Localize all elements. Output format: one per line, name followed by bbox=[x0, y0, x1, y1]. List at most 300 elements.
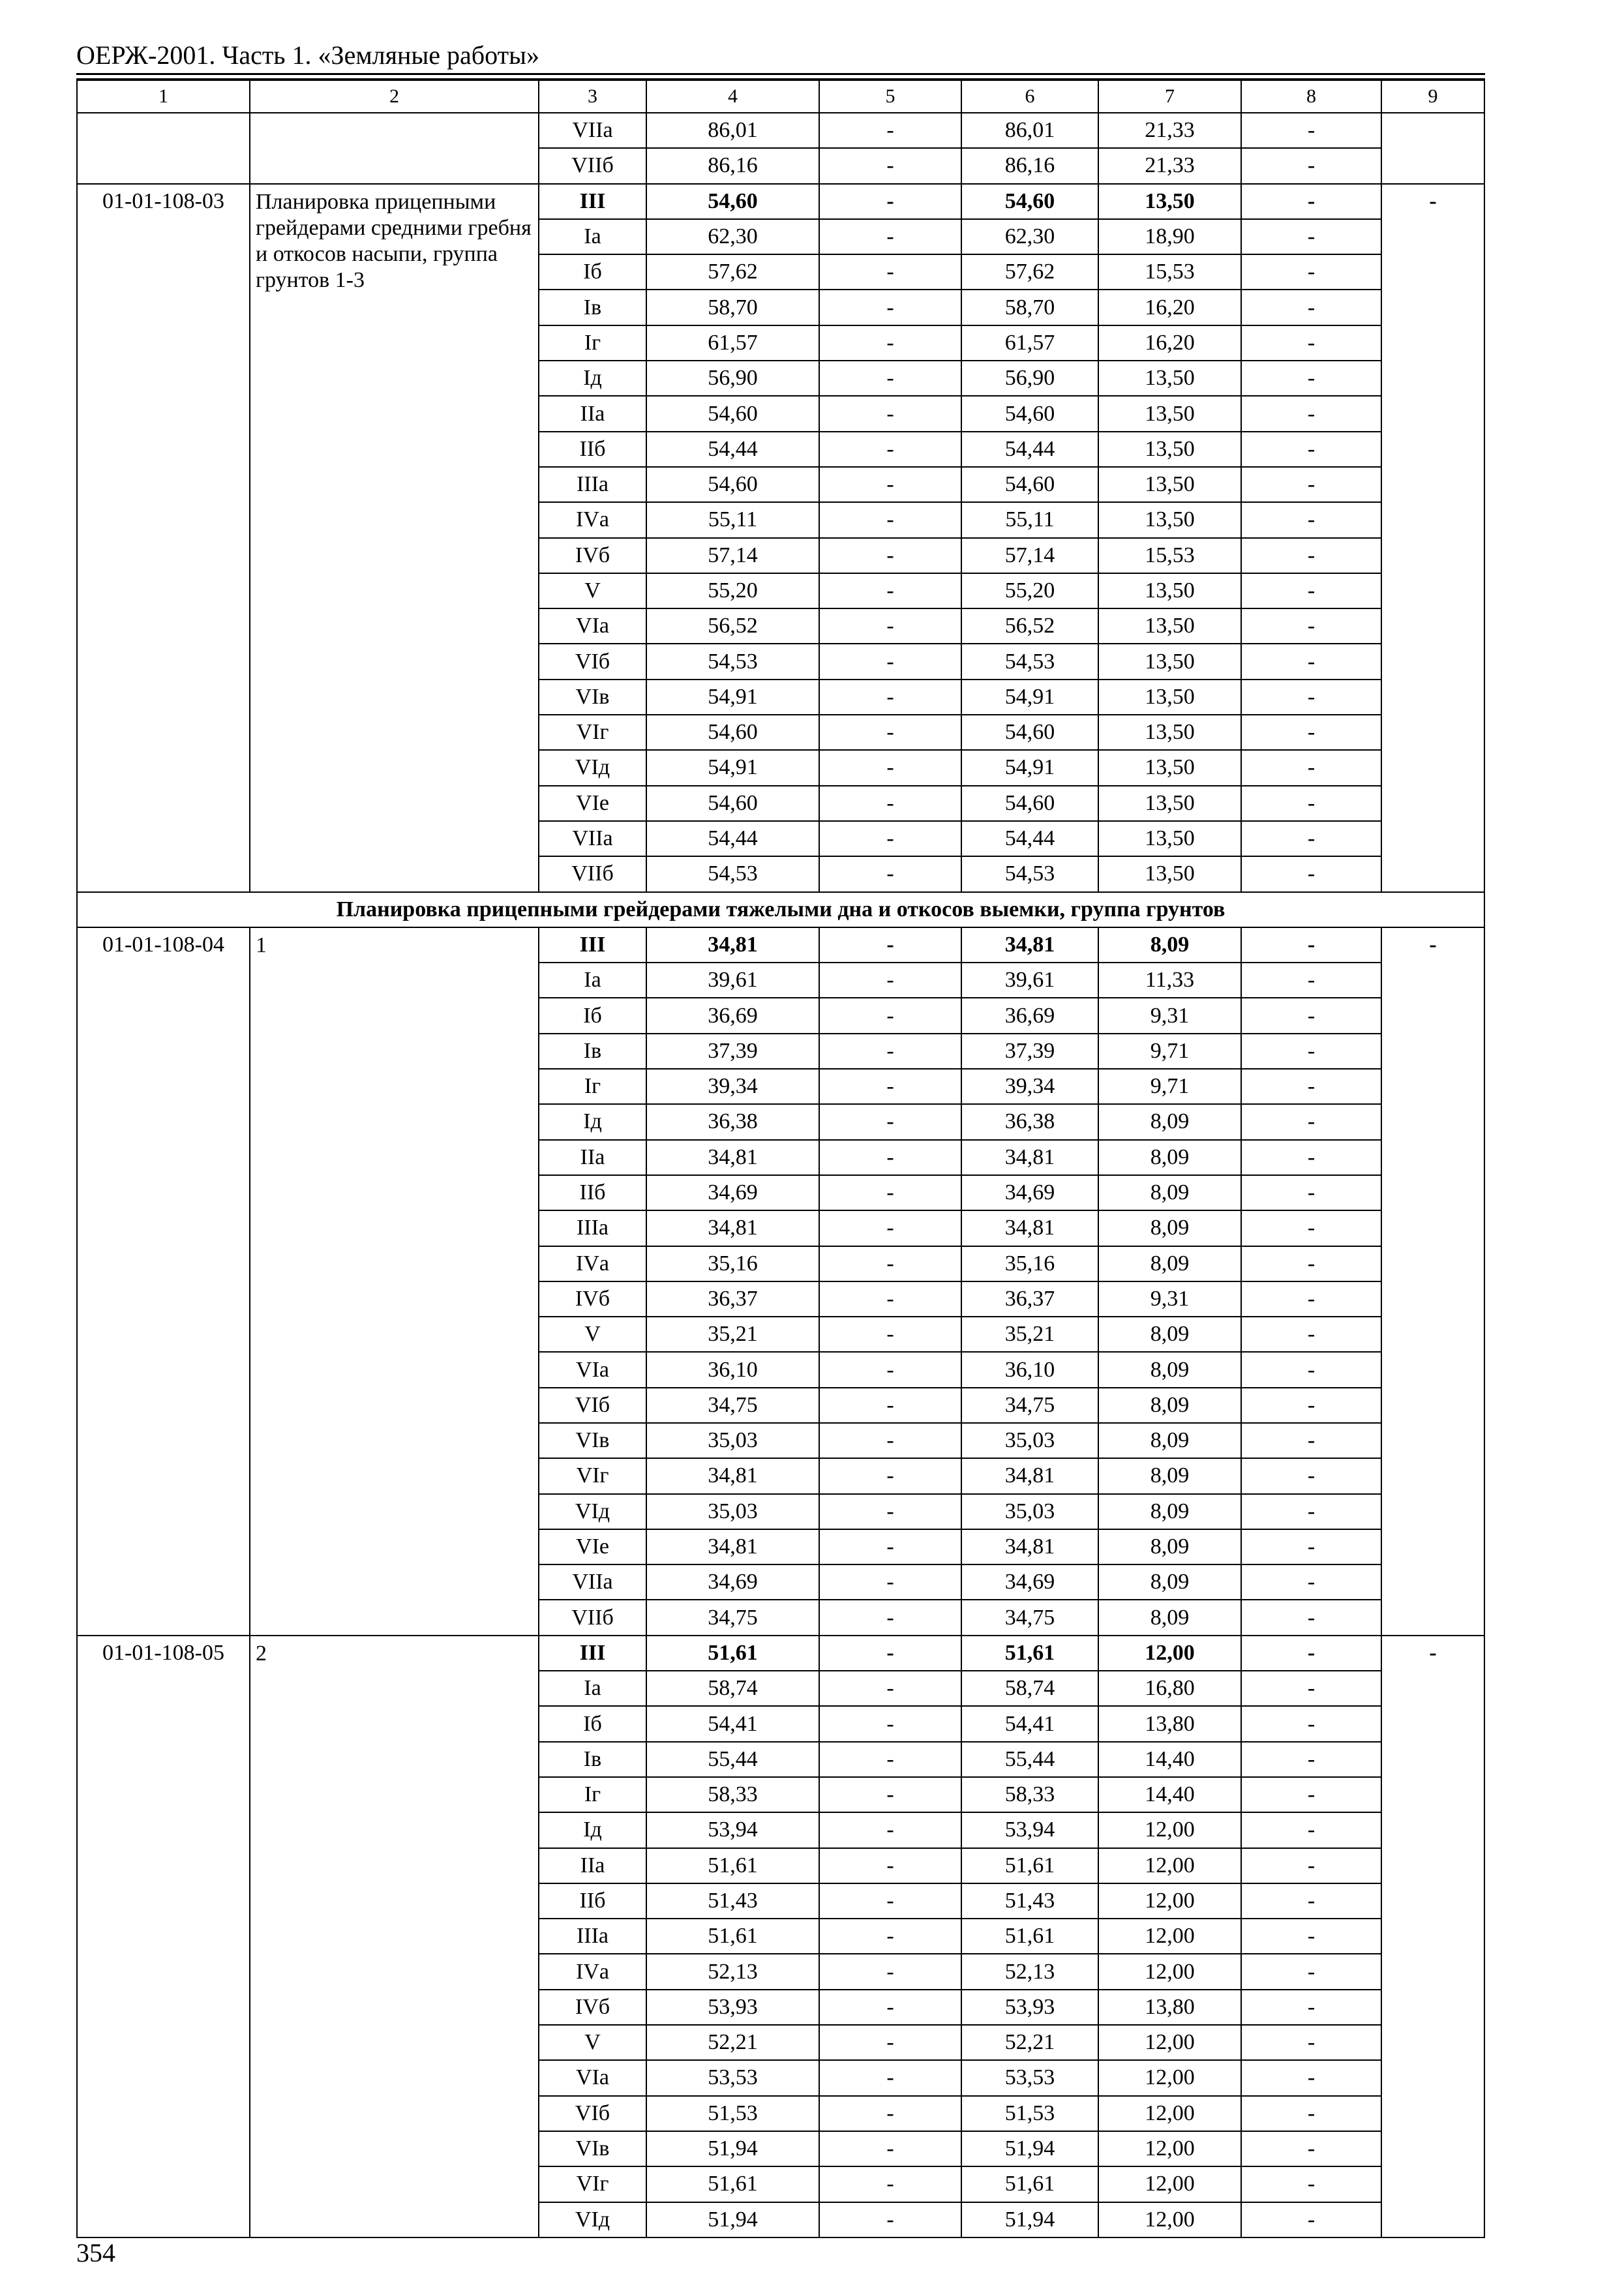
column-number: 7 bbox=[1098, 80, 1241, 113]
direct-cost-cell: 34,75 bbox=[646, 1600, 819, 1635]
direct-cost-cell: 56,90 bbox=[646, 361, 819, 396]
direct-cost-cell: 35,03 bbox=[646, 1423, 819, 1458]
direct-cost-cell: 36,38 bbox=[646, 1104, 819, 1139]
labor-wage-cell: - bbox=[819, 467, 961, 502]
materials-cell: - bbox=[1241, 608, 1381, 644]
direct-cost-cell: 52,21 bbox=[646, 2025, 819, 2060]
rate-code-cell: 01-01-108-03 bbox=[77, 184, 250, 892]
machine-cost-cell: 51,94 bbox=[961, 2131, 1098, 2166]
region-cell: Iб bbox=[539, 1706, 646, 1741]
machinist-wage-cell: 13,50 bbox=[1098, 573, 1241, 608]
materials-cell: - bbox=[1241, 573, 1381, 608]
machinist-wage-cell: 8,09 bbox=[1098, 1388, 1241, 1423]
machine-cost-cell: 55,44 bbox=[961, 1742, 1098, 1777]
machinist-wage-cell: 9,31 bbox=[1098, 1281, 1241, 1317]
machinist-wage-cell: 16,80 bbox=[1098, 1671, 1241, 1706]
machine-cost-cell: 54,53 bbox=[961, 856, 1098, 891]
labor-wage-cell: - bbox=[819, 219, 961, 254]
region-cell: VIIа bbox=[539, 821, 646, 856]
machine-cost-cell: 86,01 bbox=[961, 113, 1098, 148]
labor-wage-cell: - bbox=[819, 1317, 961, 1352]
rates-table bbox=[76, 80, 1485, 2238]
region-cell: VIг bbox=[539, 2166, 646, 2202]
region-cell: III bbox=[539, 184, 646, 219]
machine-cost-cell: 58,33 bbox=[961, 1777, 1098, 1812]
direct-cost-cell: 39,34 bbox=[646, 1069, 819, 1104]
direct-cost-cell: 54,60 bbox=[646, 786, 819, 821]
direct-cost-cell: 51,53 bbox=[646, 2096, 819, 2131]
document-title: ОЕРЖ-2001. Часть 1. «Земляные работы» bbox=[76, 40, 539, 70]
direct-cost-cell: 34,69 bbox=[646, 1175, 819, 1210]
materials-cell: - bbox=[1241, 2096, 1381, 2131]
direct-cost-cell: 54,44 bbox=[646, 821, 819, 856]
materials-cell: - bbox=[1241, 2025, 1381, 2060]
machine-cost-cell: 54,44 bbox=[961, 432, 1098, 467]
machine-cost-cell: 34,69 bbox=[961, 1564, 1098, 1600]
machine-cost-cell: 57,62 bbox=[961, 254, 1098, 290]
machinist-wage-cell: 8,09 bbox=[1098, 1494, 1241, 1529]
machine-cost-cell: 52,13 bbox=[961, 1954, 1098, 1989]
labor-wage-cell: - bbox=[819, 608, 961, 644]
labor-wage-cell: - bbox=[819, 2202, 961, 2237]
region-cell: Iа bbox=[539, 963, 646, 998]
machinist-wage-cell: 13,50 bbox=[1098, 821, 1241, 856]
materials-cell: - bbox=[1241, 1919, 1381, 1954]
page-header bbox=[76, 39, 1485, 72]
machinist-wage-cell: 16,20 bbox=[1098, 325, 1241, 361]
materials-cell: - bbox=[1241, 1175, 1381, 1210]
materials-cell: - bbox=[1241, 467, 1381, 502]
direct-cost-cell: 62,30 bbox=[646, 219, 819, 254]
materials-cell: - bbox=[1241, 1317, 1381, 1352]
labor-wage-cell: - bbox=[819, 856, 961, 891]
column-number: 6 bbox=[961, 80, 1098, 113]
labor-wage-cell: - bbox=[819, 927, 961, 963]
labor-wage-cell: - bbox=[819, 1210, 961, 1246]
region-cell: VIд bbox=[539, 2202, 646, 2237]
labor-wage-cell: - bbox=[819, 254, 961, 290]
machine-cost-cell: 52,21 bbox=[961, 2025, 1098, 2060]
machinist-wage-cell: 12,00 bbox=[1098, 2202, 1241, 2237]
machinist-wage-cell: 8,09 bbox=[1098, 1104, 1241, 1139]
materials-cell: - bbox=[1241, 1458, 1381, 1493]
labor-wage-cell: - bbox=[819, 786, 961, 821]
materials-cell: - bbox=[1241, 1671, 1381, 1706]
rate-code-cell bbox=[77, 113, 250, 184]
region-cell: IVб bbox=[539, 1281, 646, 1317]
labor-wage-cell: - bbox=[819, 113, 961, 148]
labor-wage-cell: - bbox=[819, 680, 961, 715]
labor-wage-cell: - bbox=[819, 1600, 961, 1635]
region-cell: Iд bbox=[539, 361, 646, 396]
labor-wage-cell: - bbox=[819, 1458, 961, 1493]
labor-wage-cell: - bbox=[819, 1706, 961, 1741]
machinist-wage-cell: 8,09 bbox=[1098, 1317, 1241, 1352]
direct-cost-cell: 54,60 bbox=[646, 467, 819, 502]
machine-cost-cell: 51,61 bbox=[961, 1919, 1098, 1954]
machine-cost-cell: 34,75 bbox=[961, 1600, 1098, 1635]
labor-wage-cell: - bbox=[819, 1352, 961, 1387]
machine-cost-cell: 54,60 bbox=[961, 467, 1098, 502]
machine-cost-cell: 54,60 bbox=[961, 396, 1098, 431]
machine-cost-cell: 51,53 bbox=[961, 2096, 1098, 2131]
materials-cell: - bbox=[1241, 1494, 1381, 1529]
materials-cell: - bbox=[1241, 1777, 1381, 1812]
region-cell: IIIа bbox=[539, 467, 646, 502]
direct-cost-cell: 54,60 bbox=[646, 184, 819, 219]
direct-cost-cell: 51,61 bbox=[646, 1848, 819, 1883]
region-cell: IVб bbox=[539, 1990, 646, 2025]
materials-cell: - bbox=[1241, 2166, 1381, 2202]
region-cell: Iг bbox=[539, 1069, 646, 1104]
region-cell: VIа bbox=[539, 608, 646, 644]
machinist-wage-cell: 13,50 bbox=[1098, 856, 1241, 891]
region-cell: VIб bbox=[539, 644, 646, 679]
direct-cost-cell: 56,52 bbox=[646, 608, 819, 644]
materials-cell: - bbox=[1241, 1423, 1381, 1458]
direct-cost-cell: 86,01 bbox=[646, 113, 819, 148]
region-cell: Iд bbox=[539, 1812, 646, 1848]
machine-cost-cell: 53,94 bbox=[961, 1812, 1098, 1848]
labor-wage-cell: - bbox=[819, 1777, 961, 1812]
materials-cell: - bbox=[1241, 963, 1381, 998]
materials-cell: - bbox=[1241, 502, 1381, 537]
region-cell: VIб bbox=[539, 2096, 646, 2131]
region-cell: VIг bbox=[539, 1458, 646, 1493]
region-cell: VIIб bbox=[539, 856, 646, 891]
machine-cost-cell: 51,61 bbox=[961, 2166, 1098, 2202]
labor-wage-cell: - bbox=[819, 184, 961, 219]
work-name-cell bbox=[250, 113, 539, 184]
machinist-wage-cell: 13,50 bbox=[1098, 467, 1241, 502]
machinist-wage-cell: 9,71 bbox=[1098, 1069, 1241, 1104]
machinist-wage-cell: 14,40 bbox=[1098, 1742, 1241, 1777]
machine-cost-cell: 36,37 bbox=[961, 1281, 1098, 1317]
machinist-wage-cell: 8,09 bbox=[1098, 1140, 1241, 1175]
machinist-wage-cell: 18,90 bbox=[1098, 219, 1241, 254]
equipment-cell: - bbox=[1381, 184, 1484, 892]
direct-cost-cell: 55,44 bbox=[646, 1742, 819, 1777]
machinist-wage-cell: 9,31 bbox=[1098, 998, 1241, 1033]
direct-cost-cell: 36,37 bbox=[646, 1281, 819, 1317]
materials-cell: - bbox=[1241, 1636, 1381, 1671]
materials-cell: - bbox=[1241, 1706, 1381, 1741]
materials-cell: - bbox=[1241, 1210, 1381, 1246]
direct-cost-cell: 53,94 bbox=[646, 1812, 819, 1848]
machinist-wage-cell: 14,40 bbox=[1098, 1777, 1241, 1812]
region-cell: Iв bbox=[539, 290, 646, 325]
region-cell: VIд bbox=[539, 750, 646, 785]
materials-cell: - bbox=[1241, 325, 1381, 361]
labor-wage-cell: - bbox=[819, 821, 961, 856]
direct-cost-cell: 34,81 bbox=[646, 1140, 819, 1175]
direct-cost-cell: 52,13 bbox=[646, 1954, 819, 1989]
machinist-wage-cell: 8,09 bbox=[1098, 1423, 1241, 1458]
machinist-wage-cell: 12,00 bbox=[1098, 2166, 1241, 2202]
labor-wage-cell: - bbox=[819, 2025, 961, 2060]
region-cell: VIв bbox=[539, 2131, 646, 2166]
labor-wage-cell: - bbox=[819, 1529, 961, 1564]
machinist-wage-cell: 12,00 bbox=[1098, 2131, 1241, 2166]
machine-cost-cell: 51,61 bbox=[961, 1636, 1098, 1671]
labor-wage-cell: - bbox=[819, 2166, 961, 2202]
region-cell: V bbox=[539, 573, 646, 608]
materials-cell: - bbox=[1241, 786, 1381, 821]
direct-cost-cell: 51,94 bbox=[646, 2202, 819, 2237]
labor-wage-cell: - bbox=[819, 1069, 961, 1104]
machine-cost-cell: 35,03 bbox=[961, 1494, 1098, 1529]
labor-wage-cell: - bbox=[819, 325, 961, 361]
materials-cell: - bbox=[1241, 644, 1381, 679]
materials-cell: - bbox=[1241, 2060, 1381, 2095]
region-cell: V bbox=[539, 1317, 646, 1352]
labor-wage-cell: - bbox=[819, 1246, 961, 1281]
column-number: 5 bbox=[819, 80, 961, 113]
region-cell: VIв bbox=[539, 1423, 646, 1458]
machinist-wage-cell: 8,09 bbox=[1098, 1246, 1241, 1281]
machine-cost-cell: 36,38 bbox=[961, 1104, 1098, 1139]
region-cell: IIIа bbox=[539, 1919, 646, 1954]
materials-cell: - bbox=[1241, 148, 1381, 183]
machine-cost-cell: 34,81 bbox=[961, 1529, 1098, 1564]
materials-cell: - bbox=[1241, 1600, 1381, 1635]
machine-cost-cell: 57,14 bbox=[961, 538, 1098, 573]
labor-wage-cell: - bbox=[819, 1883, 961, 1919]
region-cell: VIIб bbox=[539, 1600, 646, 1635]
machinist-wage-cell: 8,09 bbox=[1098, 1564, 1241, 1600]
region-cell: VIб bbox=[539, 1388, 646, 1423]
section-row bbox=[77, 892, 1484, 927]
table-row bbox=[77, 927, 1484, 963]
region-cell: Iд bbox=[539, 1104, 646, 1139]
work-name-cell: 2 bbox=[250, 1636, 539, 2237]
machinist-wage-cell: 8,09 bbox=[1098, 927, 1241, 963]
machinist-wage-cell: 8,09 bbox=[1098, 1210, 1241, 1246]
machine-cost-cell: 36,69 bbox=[961, 998, 1098, 1033]
machinist-wage-cell: 15,53 bbox=[1098, 538, 1241, 573]
labor-wage-cell: - bbox=[819, 1990, 961, 2025]
column-number: 2 bbox=[250, 80, 539, 113]
labor-wage-cell: - bbox=[819, 1812, 961, 1848]
materials-cell: - bbox=[1241, 750, 1381, 785]
machinist-wage-cell: 15,53 bbox=[1098, 254, 1241, 290]
direct-cost-cell: 35,03 bbox=[646, 1494, 819, 1529]
direct-cost-cell: 34,69 bbox=[646, 1564, 819, 1600]
region-cell: IIа bbox=[539, 1848, 646, 1883]
machinist-wage-cell: 12,00 bbox=[1098, 2096, 1241, 2131]
machinist-wage-cell: 12,00 bbox=[1098, 1919, 1241, 1954]
labor-wage-cell: - bbox=[819, 1175, 961, 1210]
region-cell: Iг bbox=[539, 325, 646, 361]
direct-cost-cell: 54,60 bbox=[646, 715, 819, 750]
labor-wage-cell: - bbox=[819, 2060, 961, 2095]
direct-cost-cell: 53,93 bbox=[646, 1990, 819, 2025]
labor-wage-cell: - bbox=[819, 998, 961, 1033]
materials-cell: - bbox=[1241, 856, 1381, 891]
materials-cell: - bbox=[1241, 1742, 1381, 1777]
direct-cost-cell: 51,61 bbox=[646, 1636, 819, 1671]
direct-cost-cell: 55,11 bbox=[646, 502, 819, 537]
region-cell: IVа bbox=[539, 502, 646, 537]
materials-cell: - bbox=[1241, 432, 1381, 467]
machine-cost-cell: 56,52 bbox=[961, 608, 1098, 644]
region-cell: Iв bbox=[539, 1742, 646, 1777]
machinist-wage-cell: 13,50 bbox=[1098, 644, 1241, 679]
machine-cost-cell: 55,11 bbox=[961, 502, 1098, 537]
machine-cost-cell: 54,91 bbox=[961, 680, 1098, 715]
column-number-row bbox=[77, 80, 1484, 113]
machinist-wage-cell: 8,09 bbox=[1098, 1458, 1241, 1493]
region-cell: Iб bbox=[539, 254, 646, 290]
materials-cell: - bbox=[1241, 290, 1381, 325]
direct-cost-cell: 58,33 bbox=[646, 1777, 819, 1812]
machinist-wage-cell: 13,80 bbox=[1098, 1706, 1241, 1741]
machine-cost-cell: 39,61 bbox=[961, 963, 1098, 998]
direct-cost-cell: 58,74 bbox=[646, 1671, 819, 1706]
labor-wage-cell: - bbox=[819, 1494, 961, 1529]
machine-cost-cell: 54,53 bbox=[961, 644, 1098, 679]
machine-cost-cell: 35,21 bbox=[961, 1317, 1098, 1352]
labor-wage-cell: - bbox=[819, 2131, 961, 2166]
machine-cost-cell: 51,94 bbox=[961, 2202, 1098, 2237]
materials-cell: - bbox=[1241, 1529, 1381, 1564]
direct-cost-cell: 58,70 bbox=[646, 290, 819, 325]
direct-cost-cell: 86,16 bbox=[646, 148, 819, 183]
direct-cost-cell: 34,81 bbox=[646, 1529, 819, 1564]
labor-wage-cell: - bbox=[819, 1423, 961, 1458]
direct-cost-cell: 54,44 bbox=[646, 432, 819, 467]
machinist-wage-cell: 13,50 bbox=[1098, 715, 1241, 750]
machine-cost-cell: 54,41 bbox=[961, 1706, 1098, 1741]
materials-cell: - bbox=[1241, 680, 1381, 715]
materials-cell: - bbox=[1241, 2202, 1381, 2237]
materials-cell: - bbox=[1241, 1883, 1381, 1919]
labor-wage-cell: - bbox=[819, 290, 961, 325]
rate-code-cell: 01-01-108-05 bbox=[77, 1636, 250, 2237]
labor-wage-cell: - bbox=[819, 750, 961, 785]
labor-wage-cell: - bbox=[819, 963, 961, 998]
labor-wage-cell: - bbox=[819, 1742, 961, 1777]
machinist-wage-cell: 12,00 bbox=[1098, 1883, 1241, 1919]
materials-cell: - bbox=[1241, 1848, 1381, 1883]
machine-cost-cell: 58,70 bbox=[961, 290, 1098, 325]
direct-cost-cell: 36,10 bbox=[646, 1352, 819, 1387]
machinist-wage-cell: 12,00 bbox=[1098, 1848, 1241, 1883]
labor-wage-cell: - bbox=[819, 1636, 961, 1671]
labor-wage-cell: - bbox=[819, 1919, 961, 1954]
region-cell: III bbox=[539, 927, 646, 963]
region-cell: Iг bbox=[539, 1777, 646, 1812]
direct-cost-cell: 55,20 bbox=[646, 573, 819, 608]
direct-cost-cell: 53,53 bbox=[646, 2060, 819, 2095]
direct-cost-cell: 57,14 bbox=[646, 538, 819, 573]
machine-cost-cell: 54,60 bbox=[961, 715, 1098, 750]
direct-cost-cell: 51,61 bbox=[646, 2166, 819, 2202]
machinist-wage-cell: 9,71 bbox=[1098, 1034, 1241, 1069]
equipment-cell: - bbox=[1381, 927, 1484, 1636]
machine-cost-cell: 53,93 bbox=[961, 1990, 1098, 2025]
machinist-wage-cell: 12,00 bbox=[1098, 2060, 1241, 2095]
direct-cost-cell: 37,39 bbox=[646, 1034, 819, 1069]
column-number: 4 bbox=[646, 80, 819, 113]
region-cell: VIе bbox=[539, 786, 646, 821]
direct-cost-cell: 54,53 bbox=[646, 644, 819, 679]
direct-cost-cell: 54,60 bbox=[646, 396, 819, 431]
machine-cost-cell: 39,34 bbox=[961, 1069, 1098, 1104]
machine-cost-cell: 58,74 bbox=[961, 1671, 1098, 1706]
machine-cost-cell: 34,69 bbox=[961, 1175, 1098, 1210]
region-cell: III bbox=[539, 1636, 646, 1671]
materials-cell: - bbox=[1241, 1352, 1381, 1387]
region-cell: VIа bbox=[539, 1352, 646, 1387]
machine-cost-cell: 61,57 bbox=[961, 325, 1098, 361]
materials-cell: - bbox=[1241, 2131, 1381, 2166]
machinist-wage-cell: 21,33 bbox=[1098, 148, 1241, 183]
column-number: 1 bbox=[77, 80, 250, 113]
region-cell: VIIа bbox=[539, 1564, 646, 1600]
region-cell: VIв bbox=[539, 680, 646, 715]
materials-cell: - bbox=[1241, 538, 1381, 573]
direct-cost-cell: 54,91 bbox=[646, 680, 819, 715]
page-number: 354 bbox=[76, 2238, 115, 2267]
region-cell: IIа bbox=[539, 1140, 646, 1175]
labor-wage-cell: - bbox=[819, 1564, 961, 1600]
direct-cost-cell: 39,61 bbox=[646, 963, 819, 998]
column-number: 8 bbox=[1241, 80, 1381, 113]
machinist-wage-cell: 13,50 bbox=[1098, 184, 1241, 219]
machine-cost-cell: 54,60 bbox=[961, 184, 1098, 219]
machinist-wage-cell: 12,00 bbox=[1098, 1636, 1241, 1671]
machine-cost-cell: 56,90 bbox=[961, 361, 1098, 396]
machinist-wage-cell: 13,50 bbox=[1098, 680, 1241, 715]
machinist-wage-cell: 8,09 bbox=[1098, 1600, 1241, 1635]
direct-cost-cell: 54,41 bbox=[646, 1706, 819, 1741]
materials-cell: - bbox=[1241, 1954, 1381, 1989]
machinist-wage-cell: 12,00 bbox=[1098, 1954, 1241, 1989]
machine-cost-cell: 54,44 bbox=[961, 821, 1098, 856]
region-cell: IIб bbox=[539, 1175, 646, 1210]
materials-cell: - bbox=[1241, 1034, 1381, 1069]
region-cell: IVб bbox=[539, 538, 646, 573]
materials-cell: - bbox=[1241, 715, 1381, 750]
materials-cell: - bbox=[1241, 254, 1381, 290]
materials-cell: - bbox=[1241, 113, 1381, 148]
direct-cost-cell: 51,43 bbox=[646, 1883, 819, 1919]
region-cell: VIIа bbox=[539, 113, 646, 148]
labor-wage-cell: - bbox=[819, 1848, 961, 1883]
machine-cost-cell: 51,61 bbox=[961, 1848, 1098, 1883]
labor-wage-cell: - bbox=[819, 1104, 961, 1139]
machine-cost-cell: 55,20 bbox=[961, 573, 1098, 608]
materials-cell: - bbox=[1241, 821, 1381, 856]
machine-cost-cell: 54,91 bbox=[961, 750, 1098, 785]
region-cell: Iв bbox=[539, 1034, 646, 1069]
direct-cost-cell: 51,61 bbox=[646, 1919, 819, 1954]
region-cell: VIг bbox=[539, 715, 646, 750]
machine-cost-cell: 34,81 bbox=[961, 1140, 1098, 1175]
materials-cell: - bbox=[1241, 1246, 1381, 1281]
labor-wage-cell: - bbox=[819, 432, 961, 467]
direct-cost-cell: 61,57 bbox=[646, 325, 819, 361]
region-cell: IIIа bbox=[539, 1210, 646, 1246]
region-cell: V bbox=[539, 2025, 646, 2060]
region-cell: Iб bbox=[539, 998, 646, 1033]
direct-cost-cell: 54,91 bbox=[646, 750, 819, 785]
direct-cost-cell: 36,69 bbox=[646, 998, 819, 1033]
region-cell: Iа bbox=[539, 219, 646, 254]
machine-cost-cell: 62,30 bbox=[961, 219, 1098, 254]
work-name-cell: Планировка прицепными грейдерами средними гребня и откосов насыпи, группа грунтов 1-3 bbox=[250, 184, 539, 892]
